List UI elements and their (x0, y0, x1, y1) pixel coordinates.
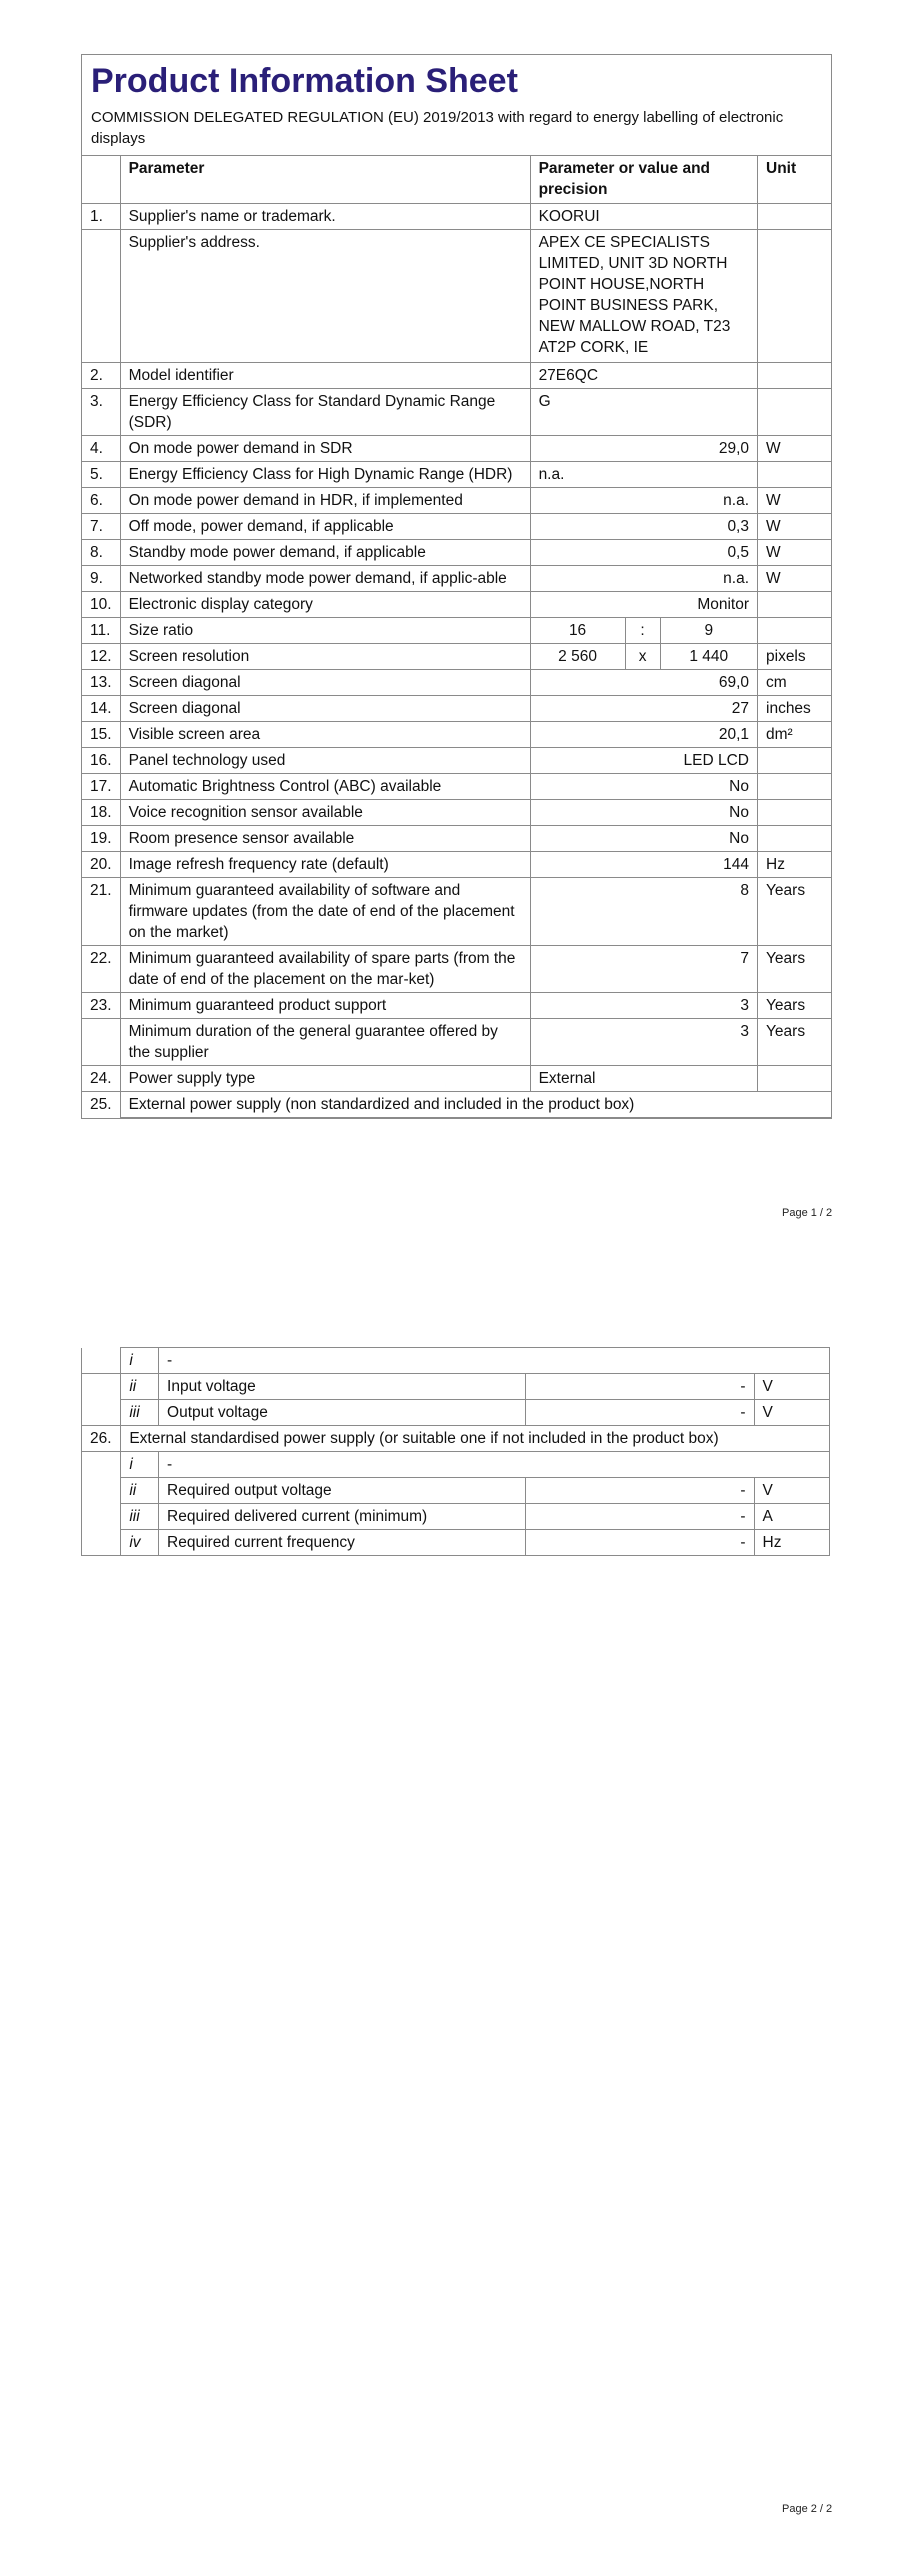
parameter-unit: cm (758, 669, 832, 695)
row-number: 15. (82, 721, 120, 747)
sub-value: - (526, 1530, 754, 1556)
sub-label: External standardised power supply (or suitable one if not included in the product box) (121, 1426, 830, 1452)
parameter-label: External power supply (non standardized and included in the product box) (120, 1091, 831, 1117)
parameter-label: Image refresh frequency rate (default) (120, 851, 530, 877)
table-row (82, 992, 831, 1018)
parameter-unit: W (758, 487, 832, 513)
parameter-label: On mode power demand in HDR, if implemented (120, 487, 530, 513)
table-row (82, 851, 831, 877)
row-number (82, 1018, 120, 1065)
parameter-value: No (530, 773, 757, 799)
table-row (82, 643, 831, 669)
parameter-value: 27E6QC (530, 362, 757, 388)
table-row (82, 773, 831, 799)
row-number: 13. (82, 669, 120, 695)
parameter-value: 29,0 (530, 435, 757, 461)
parameter-unit: Years (758, 877, 832, 945)
sub-unit: Hz (754, 1530, 829, 1556)
parameter-label: Model identifier (120, 362, 530, 388)
parameter-label: Minimum guaranteed availability of software and firmware updates (from the date of end of the placement on the market) (120, 877, 530, 945)
parameter-unit (758, 617, 832, 643)
parameter-unit (758, 747, 832, 773)
sub-index: iii (121, 1400, 159, 1426)
parameter-label: Room presence sensor available (120, 825, 530, 851)
parameter-unit (758, 388, 832, 435)
parameter-value: KOORUI (530, 203, 757, 229)
parameter-unit: pixels (758, 643, 832, 669)
row-number (82, 229, 120, 362)
table-row (82, 1452, 830, 1478)
resolution-separator: x (625, 643, 660, 669)
table-row (82, 1091, 831, 1117)
parameter-value: n.a. (530, 461, 757, 487)
row-number: 1. (82, 203, 120, 229)
parameter-unit: W (758, 565, 832, 591)
row-number: 3. (82, 388, 120, 435)
parameter-label: Panel technology used (120, 747, 530, 773)
regulation-subtitle: COMMISSION DELEGATED REGULATION (EU) 2019/2013 with regard to energy labelling of electronic displays (91, 109, 784, 147)
row-number: 14. (82, 695, 120, 721)
row-number: 4. (82, 435, 120, 461)
parameter-value: 144 (530, 851, 757, 877)
parameter-value: Monitor (530, 591, 757, 617)
parameter-value: 0,5 (530, 539, 757, 565)
table-row (82, 721, 831, 747)
sub-label: Required output voltage (159, 1478, 526, 1504)
sub-label: - (159, 1452, 830, 1478)
parameter-label: Supplier's name or trademark. (120, 203, 530, 229)
parameter-unit (758, 1065, 832, 1091)
ratio-height: 9 (660, 617, 757, 643)
parameter-value: 8 (530, 877, 757, 945)
parameter-value: 3 (530, 992, 757, 1018)
table-row (82, 695, 831, 721)
parameter-label: Screen diagonal (120, 669, 530, 695)
table-row (82, 1504, 830, 1530)
table-row (82, 513, 831, 539)
table-row (82, 229, 831, 362)
parameter-value: LED LCD (530, 747, 757, 773)
parameter-value: External (530, 1065, 757, 1091)
table-header-row (82, 156, 831, 203)
parameter-label: Automatic Brightness Control (ABC) available (120, 773, 530, 799)
sub-index: i (121, 1348, 159, 1374)
table-row (82, 1478, 830, 1504)
parameter-unit: Years (758, 992, 832, 1018)
table-row (82, 669, 831, 695)
parameter-value: 69,0 (530, 669, 757, 695)
parameter-value: 27 (530, 695, 757, 721)
parameter-value: 0,3 (530, 513, 757, 539)
parameter-label: Visible screen area (120, 721, 530, 747)
table-row (82, 1426, 830, 1452)
table-row (82, 1065, 831, 1091)
row-number: 12. (82, 643, 120, 669)
sub-label: Output voltage (159, 1400, 526, 1426)
row-number: 2. (82, 362, 120, 388)
row-number: 11. (82, 617, 120, 643)
table-row (82, 747, 831, 773)
sub-unit: V (754, 1400, 829, 1426)
sub-unit: V (754, 1478, 829, 1504)
parameter-unit (758, 362, 832, 388)
table-row (82, 591, 831, 617)
parameter-value: n.a. (530, 565, 757, 591)
sub-label: Required current frequency (159, 1530, 526, 1556)
sub-unit: A (754, 1504, 829, 1530)
row-number: 25. (82, 1091, 120, 1117)
sub-index: iii (121, 1504, 159, 1530)
parameter-unit (758, 773, 832, 799)
parameter-value: No (530, 799, 757, 825)
sub-value: - (526, 1374, 754, 1400)
parameter-value: APEX CE SPECIALISTS LIMITED, UNIT 3D NORTH POINT HOUSE,NORTH POINT BUSINESS PARK, NEW MALLOW ROAD, T23 AT2P CORK, IE (530, 229, 757, 362)
parameter-unit: Years (758, 945, 832, 992)
sub-value: - (526, 1504, 754, 1530)
parameter-unit (758, 461, 832, 487)
product-information-sheet (81, 54, 832, 1119)
parameter-value: 7 (530, 945, 757, 992)
table-row (82, 1374, 830, 1400)
parameter-unit (758, 799, 832, 825)
table-row (82, 1348, 830, 1374)
table-row (82, 799, 831, 825)
ratio-separator: : (625, 617, 660, 643)
parameter-label: Off mode, power demand, if applicable (120, 513, 530, 539)
sub-value: - (526, 1400, 754, 1426)
sub-label: - (159, 1348, 830, 1374)
table-row (82, 1018, 831, 1065)
ratio-width: 16 (530, 617, 625, 643)
table-row (82, 362, 831, 388)
page-number: Page 1 / 2 (782, 1207, 833, 1219)
sub-index: ii (121, 1478, 159, 1504)
parameter-label: Minimum guaranteed availability of spare parts (from the date of end of the placement on the mar-ket) (120, 945, 530, 992)
row-number: 19. (82, 825, 120, 851)
row-number: 21. (82, 877, 120, 945)
parameter-label: Voice recognition sensor available (120, 799, 530, 825)
column-header-parameter: Parameter (120, 156, 530, 203)
parameter-label: On mode power demand in SDR (120, 435, 530, 461)
table-row (82, 435, 831, 461)
parameter-label: Energy Efficiency Class for High Dynamic Range (HDR) (120, 461, 530, 487)
parameter-value: 3 (530, 1018, 757, 1065)
table-row (82, 825, 831, 851)
row-number: 9. (82, 565, 120, 591)
parameter-value: G (530, 388, 757, 435)
row-number: 23. (82, 992, 120, 1018)
parameter-unit (758, 203, 832, 229)
table-row (82, 877, 831, 945)
sub-unit: V (754, 1374, 829, 1400)
parameter-unit: Years (758, 1018, 832, 1065)
column-header-unit: Unit (758, 156, 832, 203)
parameter-value: No (530, 825, 757, 851)
parameter-label: Energy Efficiency Class for Standard Dynamic Range (SDR) (120, 388, 530, 435)
title-block (82, 55, 831, 156)
parameter-label: Minimum duration of the general guarantee offered by the supplier (120, 1018, 530, 1065)
sub-index: i (121, 1452, 159, 1478)
table-row (82, 388, 831, 435)
table-row (82, 1530, 830, 1556)
column-header-value: Parameter or value and precision (530, 156, 757, 203)
parameter-unit (758, 825, 832, 851)
row-number: 24. (82, 1065, 120, 1091)
sub-value: - (526, 1478, 754, 1504)
parameter-unit: Hz (758, 851, 832, 877)
resolution-height: 1 440 (660, 643, 757, 669)
row-number: 5. (82, 461, 120, 487)
parameter-unit: dm² (758, 721, 832, 747)
parameter-unit: W (758, 513, 832, 539)
row-number: 26. (82, 1426, 121, 1452)
parameter-unit (758, 591, 832, 617)
table-row (82, 1400, 830, 1426)
sub-label: Input voltage (159, 1374, 526, 1400)
row-number: 18. (82, 799, 120, 825)
parameter-label: Supplier's address. (120, 229, 530, 362)
parameter-unit: inches (758, 695, 832, 721)
parameter-label: Screen diagonal (120, 695, 530, 721)
parameter-table (82, 156, 831, 1118)
table-row (82, 461, 831, 487)
parameter-value: 20,1 (530, 721, 757, 747)
parameter-label: Standby mode power demand, if applicable (120, 539, 530, 565)
row-number: 20. (82, 851, 120, 877)
page-number: Page 2 / 2 (782, 2503, 833, 2515)
table-row (82, 487, 831, 513)
row-number: 22. (82, 945, 120, 992)
table-row (82, 617, 831, 643)
parameter-value: n.a. (530, 487, 757, 513)
parameter-label: Minimum guaranteed product support (120, 992, 530, 1018)
power-supply-table (81, 1347, 830, 1556)
table-row (82, 565, 831, 591)
resolution-width: 2 560 (530, 643, 625, 669)
continuation-table-block (81, 1347, 830, 1556)
page-title: Product Information Sheet (91, 62, 518, 100)
sub-label: Required delivered current (minimum) (159, 1504, 526, 1530)
parameter-unit: W (758, 435, 832, 461)
table-row (82, 945, 831, 992)
row-number: 16. (82, 747, 120, 773)
parameter-label: Screen resolution (120, 643, 530, 669)
parameter-unit (758, 229, 832, 362)
sub-index: iv (121, 1530, 159, 1556)
parameter-label: Networked standby mode power demand, if applic-able (120, 565, 530, 591)
table-row (82, 539, 831, 565)
sub-index: ii (121, 1374, 159, 1400)
row-number: 17. (82, 773, 120, 799)
parameter-unit: W (758, 539, 832, 565)
table-row (82, 203, 831, 229)
parameter-label: Electronic display category (120, 591, 530, 617)
row-number: 10. (82, 591, 120, 617)
row-number: 7. (82, 513, 120, 539)
row-number: 6. (82, 487, 120, 513)
parameter-label: Power supply type (120, 1065, 530, 1091)
row-number: 8. (82, 539, 120, 565)
parameter-label: Size ratio (120, 617, 530, 643)
